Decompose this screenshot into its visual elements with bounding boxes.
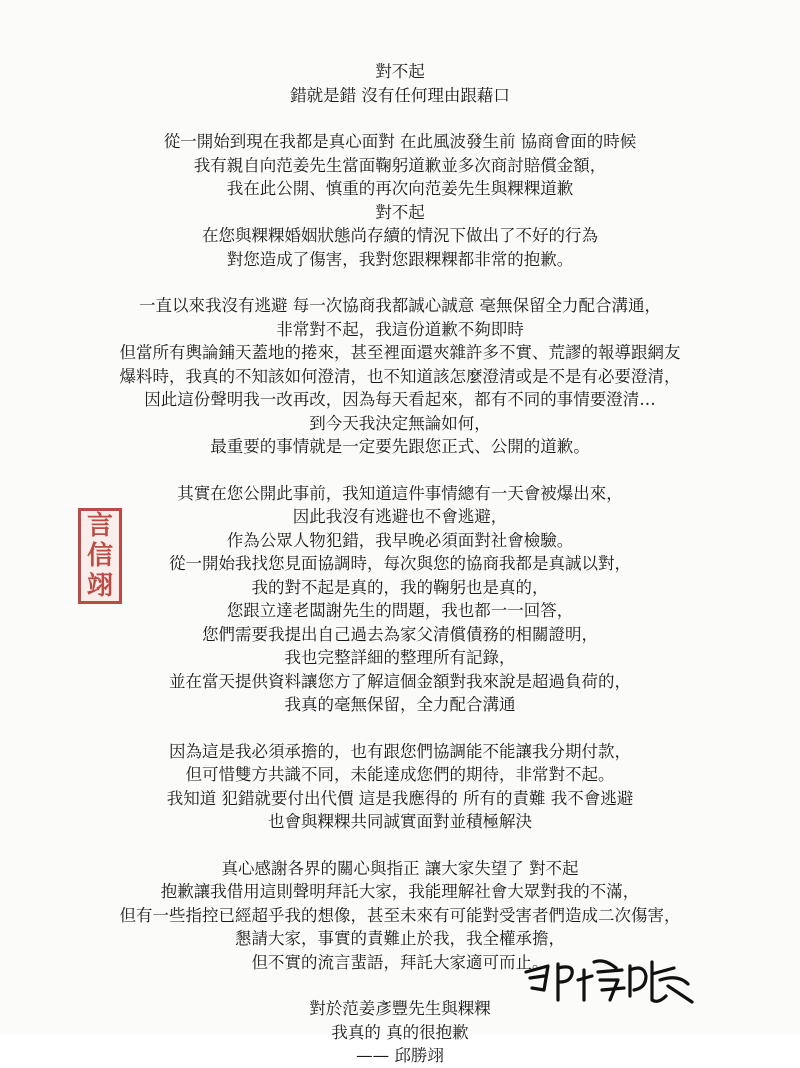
text-line: 懇請大家，事實的責難止於我，我全權承擔， — [235, 929, 565, 948]
text-line: 因此這份聲明我一改再改，因為每天看起來，都有不同的事情要澄清… — [144, 390, 656, 409]
text-line: 因為這是我必須承擔的，也有跟您們協調能不能讓我分期付款， — [169, 741, 631, 761]
closing-line: 對於范姜彥豐先生與粿粿 — [309, 999, 491, 1018]
paragraph-gap — [40, 459, 760, 482]
text-line: 我有親自向范姜先生當面鞠躬道歉並多次商討賠償金額， — [193, 155, 607, 175]
paragraph-gap — [40, 834, 760, 857]
paragraph-gap — [40, 717, 760, 740]
text-line: 我知道 犯錯就要付出代價 這是我應得的 所有的責難 我不會逃避 — [166, 788, 634, 808]
text-line: 我也完整詳細的整理所有記錄， — [284, 648, 516, 667]
text-line: 但可惜雙方共識不同，未能達成您們的期待，非常對不起。 — [185, 765, 615, 784]
text-line: 並在當天提供資料讓您方了解這個金額對我來說是超過負荷的， — [169, 671, 631, 691]
text-line: 對不起 — [375, 202, 425, 222]
text-line: 一直以來我沒有逃避 每一次協商我都誠心誠意 毫無保留全力配合溝通， — [139, 296, 661, 315]
text-line: 您跟立達老闆謝先生的問題，我也都一一回答， — [226, 601, 574, 620]
text-line: 我的對不起是真的，我的鞠躬也是真的， — [251, 577, 549, 597]
paragraph-4 — [40, 740, 760, 834]
text-line: 作為公眾人物犯錯，我早晚必須面對社會檢驗。 — [226, 530, 574, 550]
text-line: 但有一些指控已經超乎我的想像，甚至未來有可能對受害者們造成二次傷害， — [119, 905, 681, 925]
text-line: 您們需要我提出自己過去為家父清償債務的相關證明， — [202, 624, 598, 644]
text-line: 我真的毫無保留，全力配合溝通 — [284, 695, 516, 714]
paragraph-gap — [40, 271, 760, 294]
letter-title: 對不起 — [375, 62, 425, 81]
text-line: 我在此公開、慎重的再次向范姜先生與粿粿道歉 — [226, 179, 574, 198]
text-line: 最重要的事情就是一定要先跟您正式、公開的道歉。 — [210, 437, 590, 456]
text-line: 因此我沒有逃避也不會逃避， — [292, 507, 508, 526]
paragraph-1 — [40, 130, 760, 271]
red-seal-stamp — [78, 508, 122, 604]
seal-character: 翊 — [86, 571, 113, 601]
letter-subtitle: 錯就是錯 沒有任何理由跟藉口 — [290, 85, 510, 105]
text-line: 也會與粿粿共同誠實面對並積極解決 — [268, 812, 532, 831]
apology-letter — [40, 60, 760, 1068]
author-line: —— 邱勝翊 — [356, 1046, 444, 1065]
seal-character: 言 — [86, 511, 113, 541]
text-line: 到今天我決定無論如何， — [309, 413, 491, 433]
text-line: 非常對不起，我這份道歉不夠即時 — [276, 319, 524, 339]
text-line: 從一開始到現在我都是真心面對 在此風波發生前 協商會面的時候 — [163, 132, 637, 151]
text-line: 爆料時，我真的不知該如何澄清，也不知道該怎麼澄清或是不是有必要澄清， — [119, 366, 681, 386]
text-line: 從一開始我找您見面協調時，每次與您的協商我都是真誠以對， — [169, 554, 631, 573]
paragraph-3 — [40, 482, 760, 717]
text-line: 但不實的流言蜚語，拜託大家適可而止。 — [251, 952, 549, 972]
seal-character: 信 — [86, 541, 113, 571]
paragraph-gap — [40, 107, 760, 130]
text-line: 在您與粿粿婚姻狀態尚存續的情況下做出了不好的行為 — [202, 226, 598, 245]
text-line: 其實在您公開此事前，我知道這件事情總有一天會被爆出來， — [177, 483, 623, 503]
handwritten-signature — [518, 950, 698, 1010]
text-line: 真心感謝各界的關心與指正 讓大家失望了 對不起 — [221, 858, 579, 878]
text-line: 抱歉讓我借用這則聲明拜託大家，我能理解社會大眾對我的不滿， — [160, 882, 640, 901]
text-line: 對您造成了傷害，我對您跟粿粿都非常的抱歉。 — [226, 249, 574, 269]
paragraph-2 — [40, 294, 760, 459]
text-line: 但當所有輿論鋪天蓋地的捲來，甚至裡面還夾雜許多不實、荒謬的報導跟網友 — [119, 343, 681, 362]
closing-line: 我真的 真的很抱歉 — [331, 1022, 469, 1042]
